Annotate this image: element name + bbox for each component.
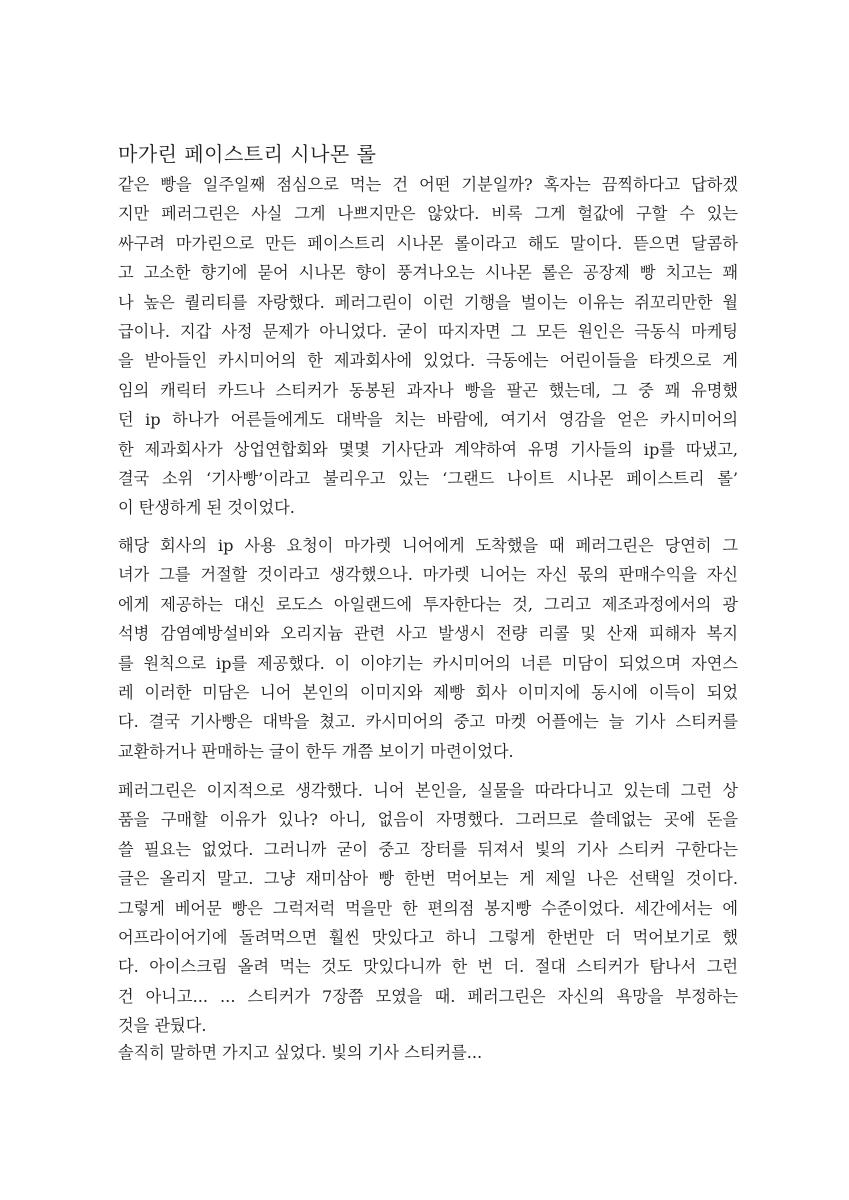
text-line: 고 고소한 향기에 묻어 시나몬 향이 풍겨나오는 시나몬 롤은 공장제 빵 치고는 꽤: [118, 263, 738, 283]
text-line: 급이나. 지갑 사정 문제가 아니었다. 굳이 따지자면 그 모든 원인은 극동식 마케팅: [118, 321, 738, 341]
text-line: 다. 결국 기사빵은 대박을 쳤고. 카시미어의 중고 마켓 어플에는 늘 기사 스티커를: [118, 712, 738, 732]
text-line: 페러그린은 이지적으로 생각했다. 니어 본인을, 실물을 따라다니고 있는데 그런 상: [118, 781, 738, 800]
text-line: 임의 캐릭터 카드나 스티커가 동봉된 과자나 빵을 팔곤 했는데, 그 중 꽤 유명했: [118, 380, 738, 400]
text-line: 석병 감염예방설비와 오리지늄 관련 사고 발생시 전량 리콜 및 산재 피해자 복지: [118, 624, 738, 644]
paragraph-3: [118, 776, 738, 1041]
text-line: 다. 아이스크림 올려 먹는 것도 맛있다니까 한 번 더. 절대 스티커가 탐나서 그런: [118, 957, 738, 977]
text-line: 지만 페러그린은 사실 그게 나쁘지만은 않았다. 비록 그게 헐값에 구할 수 있는: [118, 204, 738, 224]
text-line: 솔직히 말하면 가지고 싶었다. 빛의 기사 스티커를...: [118, 1043, 483, 1062]
text-line: 를 원칙으로 ip를 제공했다. 이 이야기는 카시미어의 너른 미담이 되었으며 자연스: [118, 653, 738, 673]
text-line: 을 받아들인 카시미어의 한 제과회사에 있었다. 극동에는 어린이들을 타겟으로 게: [118, 351, 738, 371]
text-line: 쓸 필요는 없었다. 그러니까 굳이 중고 장터를 뒤져서 빛의 기사 스티커 구한다는: [118, 839, 738, 859]
text-line: 에게 제공하는 대신 로도스 아일랜드에 투자한다는 것, 그리고 제조과정에서의 광: [118, 594, 738, 614]
text-line: 레 이러한 미담은 니어 본인의 이미지와 제빵 회사 이미지에 동시에 이득이 되었: [118, 682, 738, 702]
text-line: 싸구려 마가린으로 만든 페이스트리 시나몬 롤이라고 해도 말이다. 뜯으면 달콤하: [118, 233, 738, 253]
text-line: 품을 구매할 이유가 있나? 아니, 없음이 자명했다. 그러므로 쓸데없는 곳에 돈을: [118, 810, 738, 830]
text-line: 녀가 그를 거절할 것이라고 생각했으나. 마가렛 니어는 자신 몫의 판매수익을 자신: [118, 565, 738, 585]
paragraph-1: [118, 170, 738, 523]
paragraph-2: [118, 531, 738, 766]
text-line: 것을 관뒀다.: [118, 1016, 207, 1036]
paragraph-4: [118, 1038, 738, 1067]
text-line: 같은 빵을 일주일째 점심으로 먹는 건 어떤 기분일까? 혹자는 끔찍하다고 답하겠: [118, 175, 738, 194]
text-line: 결국 소위 ‘기사빵’이라고 불리우고 있는 ‘그랜드 나이트 시나몬 페이스트리 롤’: [118, 468, 738, 488]
text-line: 해당 회사의 ip 사용 요청이 마가렛 니어에게 도착했을 때 페러그린은 당연히 그: [118, 536, 738, 555]
document-title: 마가린 페이스트리 시나몬 롤: [118, 142, 377, 166]
text-line: 한 제과회사가 상업연합회와 몇몇 기사단과 계약하여 유명 기사들의 ip를 따냈고,: [118, 439, 738, 459]
text-line: 건 아니고... ... 스티커가 7장쯤 모였을 때. 페러그린은 자신의 욕망을 부정하는: [118, 986, 738, 1006]
text-line: 이 탄생하게 된 것이었다.: [118, 498, 295, 518]
text-line: 그렇게 베어문 빵은 그럭저럭 먹을만 한 편의점 봉지빵 수준이었다. 세간에서는 에: [118, 898, 738, 918]
text-line: 교환하거나 판매하는 글이 한두 개쯤 보이기 마련이었다.: [118, 741, 514, 761]
text-line: 글은 올리지 말고. 그냥 재미삼아 빵 한번 먹어보는 게 제일 나은 선택일 것이다.: [118, 869, 738, 889]
text-line: 나 높은 퀄리티를 자랑했다. 페러그린이 이런 기행을 벌이는 이유는 쥐꼬리만한 월: [118, 292, 738, 312]
text-line: 던 ip 하나가 어른들에게도 대박을 치는 바람에, 여기서 영감을 얻은 카시미어의: [118, 410, 738, 430]
text-line: 어프라이어기에 돌려먹으면 훨씬 맛있다고 하니 그렇게 한번만 더 먹어보기로 했: [118, 927, 738, 947]
